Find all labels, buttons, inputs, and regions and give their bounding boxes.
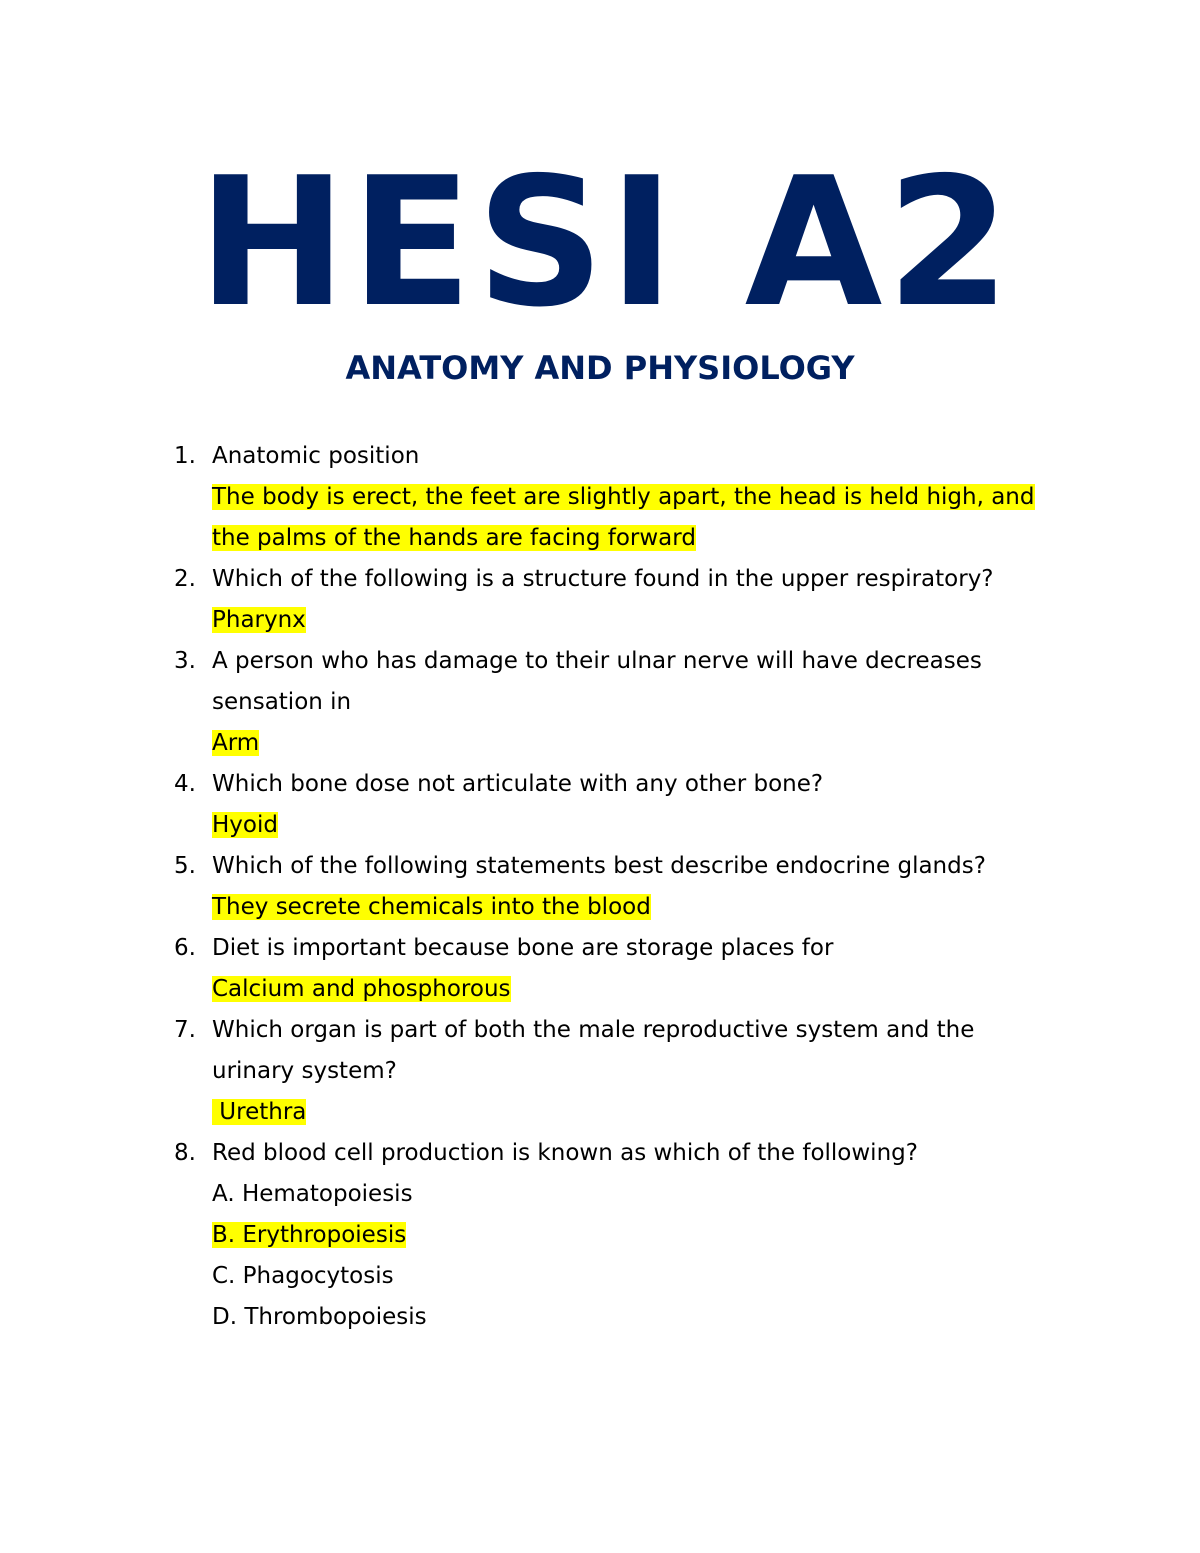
question-item <box>174 846 1074 928</box>
highlighted-answer: the palms of the hands are facing forward <box>212 525 696 551</box>
answer-line <box>212 518 1074 559</box>
option-text: A. Hematopoiesis <box>212 1181 413 1207</box>
answer-option <box>212 1174 1074 1215</box>
question-item <box>174 764 1074 846</box>
question-text <box>212 1133 1074 1174</box>
highlighted-answer: Arm <box>212 730 260 756</box>
question-text-line: Diet is important because bone are storage places for <box>212 935 834 961</box>
question-item <box>174 641 1074 764</box>
highlighted-answer: Hyoid <box>212 812 278 838</box>
question-item <box>174 928 1074 1010</box>
answer-line <box>212 1092 1074 1133</box>
question-item <box>174 559 1074 641</box>
question-text-line: Which of the following is a structure found in the upper respiratory? <box>212 566 994 592</box>
question-text <box>212 928 1074 969</box>
highlighted-answer: Pharynx <box>212 607 306 633</box>
question-number: 2. <box>174 566 196 592</box>
answer-line <box>212 723 1074 764</box>
question-text-line: Which of the following statements best describe endocrine glands? <box>212 853 986 879</box>
answer-option <box>212 1297 1074 1338</box>
highlighted-answer: They secrete chemicals into the blood <box>212 894 651 920</box>
question-text <box>212 641 1074 682</box>
question-text <box>212 559 1074 600</box>
document-subtitle: ANATOMY AND PHYSIOLOGY <box>345 349 855 387</box>
question-text <box>212 764 1074 805</box>
question-number: 5. <box>174 853 196 879</box>
question-text <box>212 846 1074 887</box>
question-item <box>174 1010 1074 1133</box>
question-number: 4. <box>174 771 196 797</box>
question-number: 8. <box>174 1140 196 1166</box>
question-number: 3. <box>174 648 196 674</box>
answer-line <box>212 887 1074 928</box>
question-text <box>212 436 1074 477</box>
highlighted-answer: Urethra <box>212 1099 307 1125</box>
question-text-line: Which bone dose not articulate with any other bone? <box>212 771 824 797</box>
option-text: D. Thrombopoiesis <box>212 1304 427 1330</box>
highlighted-answer: Calcium and phosphorous <box>212 976 511 1002</box>
document-title: HESI A2 <box>197 139 1015 346</box>
option-text: C. Phagocytosis <box>212 1263 394 1289</box>
question-text-line: A person who has damage to their ulnar nerve will have decreases <box>212 648 982 674</box>
question-text-line: urinary system? <box>212 1058 397 1084</box>
answer-line <box>212 805 1074 846</box>
question-list <box>174 436 1074 1338</box>
question-text <box>212 682 1074 723</box>
question-number: 7. <box>174 1017 196 1043</box>
question-text-line: Which organ is part of both the male reproductive system and the <box>212 1017 975 1043</box>
question-item <box>174 436 1074 559</box>
question-number: 1. <box>174 443 196 469</box>
correct-option-text: B. Erythropoiesis <box>212 1222 407 1248</box>
answer-line <box>212 477 1074 518</box>
highlighted-answer: The body is erect, the feet are slightly apart, the head is held high, and <box>212 484 1035 510</box>
question-text <box>212 1010 1074 1051</box>
answer-line <box>212 600 1074 641</box>
question-text-line: sensation in <box>212 689 352 715</box>
question-item <box>174 1133 1074 1338</box>
answer-option <box>212 1215 1074 1256</box>
question-text-line: Red blood cell production is known as which of the following? <box>212 1140 918 1166</box>
answer-option <box>212 1256 1074 1297</box>
question-text <box>212 1051 1074 1092</box>
question-number: 6. <box>174 935 196 961</box>
answer-line <box>212 969 1074 1010</box>
question-text-line: Anatomic position <box>212 443 420 469</box>
